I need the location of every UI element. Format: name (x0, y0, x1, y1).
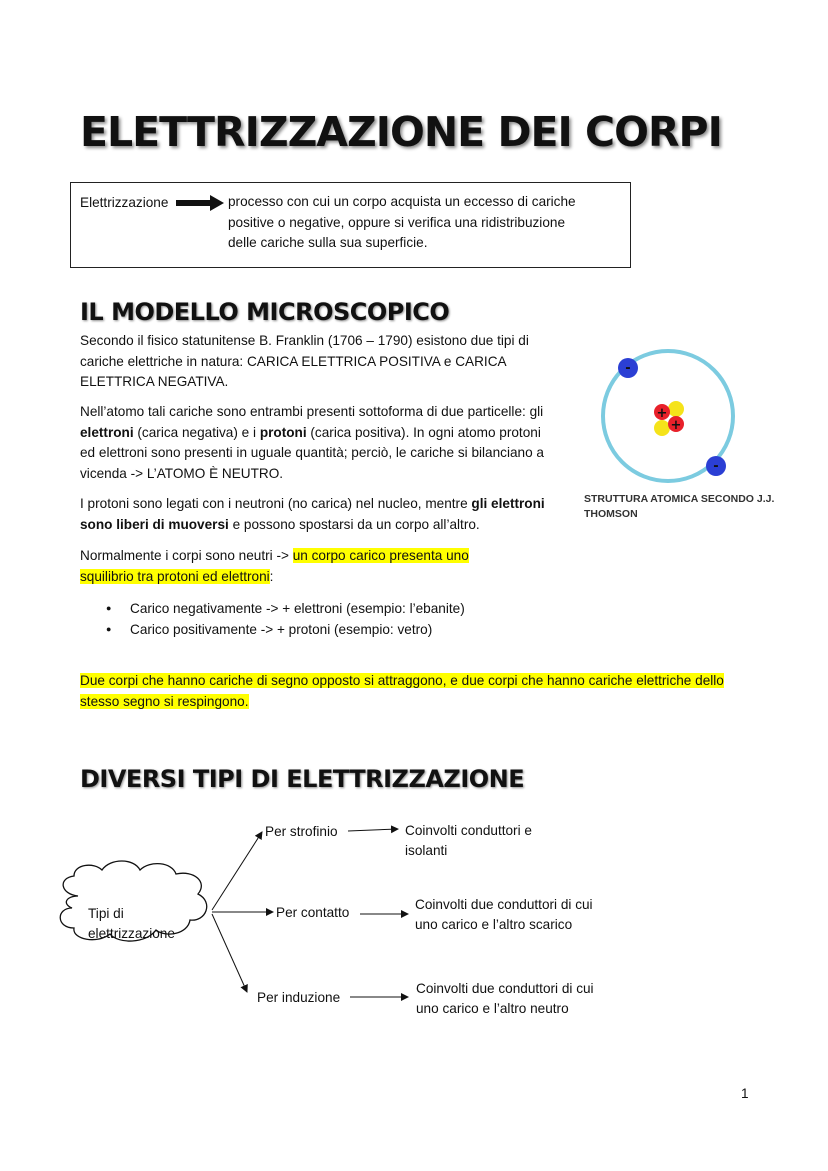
figure-caption: STRUTTURA ATOMICA SECONDO J.J. THOMSON (584, 493, 775, 520)
text-run: e possono spostarsi da un corpo all’altro. (228, 516, 480, 532)
definition-line: delle cariche sulla sua superficie. (228, 235, 428, 250)
text-bold: elettroni (80, 424, 134, 440)
highlighted-text: Due corpi che hanno cariche di segno opposto si attraggono, e due corpi che hanno cariche elettriche dello stesso segno si respingono. (80, 673, 724, 709)
branch-label-induzione: Per induzione (257, 990, 341, 1005)
section-heading-microscopic: IL MODELLO MICROSCOPICO (80, 298, 450, 326)
list-item: ● Carico negativamente -> + elettroni (esempio: l’ebanite) (80, 598, 580, 619)
nucleus (654, 401, 684, 436)
electron-bottom (706, 456, 726, 476)
text-run: I protoni sono legati con i neutroni (no carica) nel nucleo, mentre (80, 496, 472, 511)
proton-sign: + (656, 406, 668, 421)
definition-text (228, 192, 623, 254)
section-heading-types: DIVERSI TIPI DI ELETTRIZZAZIONE (80, 765, 525, 793)
proton-sign: + (670, 418, 682, 433)
branch-result-strofinio: Coinvolti conduttori e isolanti (405, 823, 532, 858)
electron-sign: - (713, 459, 719, 474)
paragraph-franklin: Secondo il fisico statunitense B. Franklin (1706 – 1790) esistono due tipi di cariche elettriche in natura: CARICA ELETTRICA POSITIVA e CARICA ELETTRICA NEGATIVA. (80, 333, 529, 389)
definition-line: positive o negative, oppure si verifica una ridistribuzione (228, 214, 566, 230)
atom-diagram (592, 348, 742, 484)
list-item: ● Carico positivamente -> + protoni (esempio: vetro) (80, 619, 580, 640)
branch-result-induzione: Coinvolti due conduttori di cui uno carico e l’altro neutro (416, 981, 594, 1016)
branch-result-contatto: Coinvolti due conduttori di cui uno carico e l’altro scarico (415, 897, 593, 932)
text-run: : (269, 568, 274, 584)
electron-top (618, 358, 638, 378)
branch-label-strofinio: Per strofinio (265, 824, 338, 839)
right-arrow-icon (176, 194, 224, 212)
charge-list (80, 598, 580, 640)
text-run: Nell’atomo tali cariche sono entrambi presenti sottoforma di due particelle: gli (80, 404, 544, 419)
branch-label-contatto: Per contatto (276, 905, 350, 920)
paragraph-atom (80, 402, 550, 484)
definition-line: processo con cui un corpo acquista un eccesso di cariche (228, 194, 576, 209)
text-bold: gli elettroni sono liberi di muoversi (80, 496, 545, 532)
text-bold: protoni (259, 424, 307, 440)
cloud-label: Tipi di elettrizzazione (88, 906, 175, 941)
page-number: 1 (741, 1086, 749, 1101)
highlighted-text: un corpo carico presenta uno squilibrio tra protoni ed elettroni (80, 548, 469, 584)
electron-sign: - (625, 361, 631, 376)
paragraph-attraction (80, 671, 760, 712)
text-run: (carica negativa) e i (133, 424, 260, 440)
paragraph-neutral-bodies (80, 546, 500, 587)
text-run: Normalmente i corpi sono neutri -> (80, 548, 293, 563)
paragraph-neutrons (80, 494, 550, 535)
page-title: ELETTRIZZAZIONE DEI CORPI (80, 108, 722, 156)
text-run: (carica positiva). In ogni atomo protoni ed elettroni sono presenti in uguale quantità; perciò, le cariche si bilanciano a vicenda -> L’ATOMO È NEUTRO. (80, 424, 544, 481)
definition-term: Elettrizzazione (80, 195, 169, 210)
